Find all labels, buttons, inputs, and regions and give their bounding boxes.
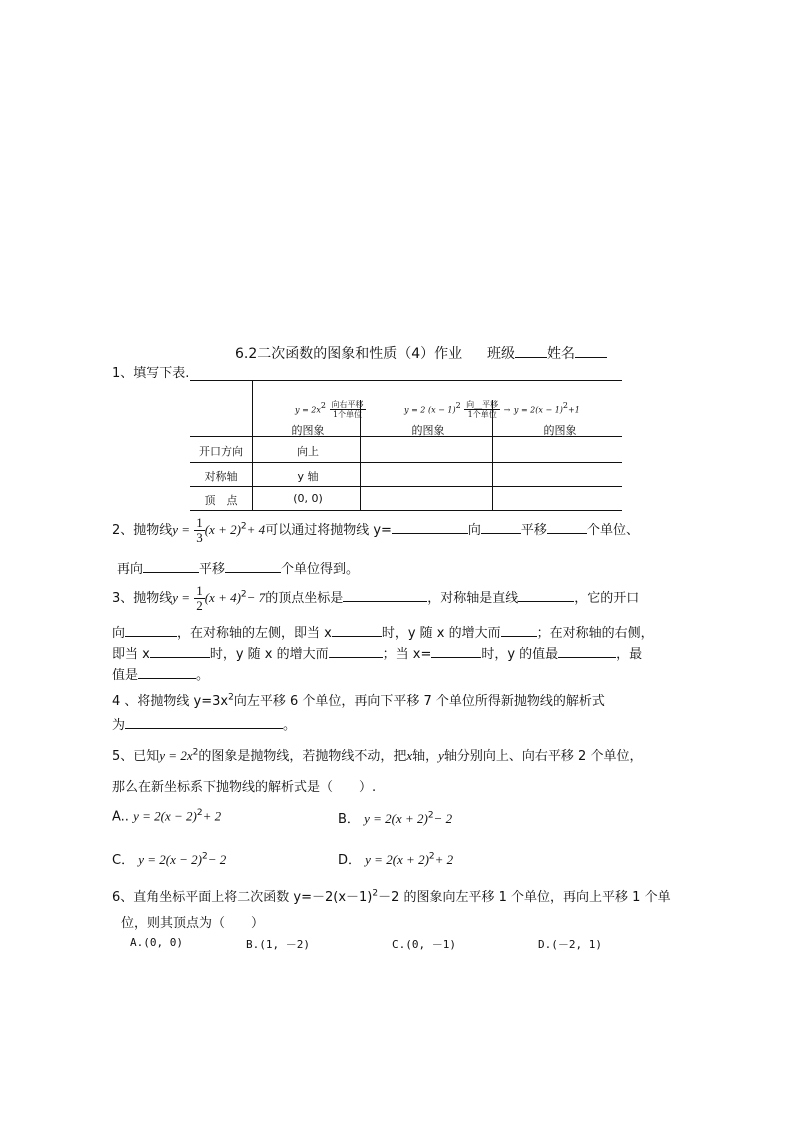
q2-blank-3[interactable] xyxy=(547,521,587,534)
q6-choice-d[interactable]: D.(－2, 1) xyxy=(538,938,602,951)
col1-caption: 的图象 xyxy=(291,424,325,437)
col2-header: y = 2 $(x - 1)^2$ $\frac{\text{向\_\_平移}}{\text{1个单位}}$ → $y = 2(x - 1)^2+1$ xyxy=(404,400,580,419)
q3-blank-10[interactable] xyxy=(138,666,196,679)
row-value-vertex: (0, 0) xyxy=(293,492,323,505)
q3-line1: 3、抛物线y = $\frac{1}{2}$ $(x + 4)^2- 7$的顶点坐标是 ，对称轴是直线 ，它的开口 xyxy=(112,583,640,613)
name-blank[interactable] xyxy=(575,345,607,358)
col1-header: $y = 2x^2$ $\frac{\text{向右平移}}{\text{1个单位}}$ xyxy=(295,400,364,419)
q5-line2: 那么在新坐标系下抛物线的解析式是（ ）. xyxy=(112,780,377,795)
col2-caption: 的图象 xyxy=(411,424,445,437)
q3-blank-5[interactable] xyxy=(501,624,537,637)
q4-line2: 为 。 xyxy=(112,718,297,733)
col3-caption: 的图象 xyxy=(543,424,577,437)
q5-choice-a[interactable]: A.. $y = 2(x - 2)^2+ 2$ xyxy=(112,808,222,825)
table-line xyxy=(190,486,622,487)
q6-line2: 位，则其顶点为（ ） xyxy=(121,916,265,931)
q3-line2: 向 ，在对称轴的左侧，即当 x 时，y 随 x 的增大而 ；在对称轴的右侧， xyxy=(112,626,654,641)
q3-blank-3[interactable] xyxy=(125,624,177,637)
q3-line3: 即当 x 时，y 随 x 的增大而 ；当 x= 时，y 的值最 ，最 xyxy=(112,647,643,662)
row-value-opening: 向上 xyxy=(297,445,319,458)
table-col-line xyxy=(252,380,253,510)
q6-choice-a[interactable]: A.(0, 0) xyxy=(130,936,183,949)
name-label: 姓名 xyxy=(547,346,575,362)
row-value-axis: y 轴 xyxy=(297,470,319,483)
worksheet-title: 6.2二次函数的图象和性质（4）作业 xyxy=(235,346,463,362)
q2-blank-4[interactable] xyxy=(143,560,199,573)
q3-blank-4[interactable] xyxy=(332,624,382,637)
q5-choice-d[interactable]: D． $y = 2(x + 2)^2+ 2$ xyxy=(338,851,454,868)
row-label-opening: 开口方向 xyxy=(199,445,243,458)
q5-line1: 5、已知$y = 2x^2$的图象是抛物线，若抛物线不动，把x轴，y轴分别向上、向右平移 2 个单位， xyxy=(112,747,643,764)
row-label-vertex: 顶 点 xyxy=(204,494,238,507)
q3-blank-8[interactable] xyxy=(431,645,481,658)
q2-line1: 2、抛物线y = $\frac{1}{3}$ $(x + 2)^2+ 4$可以通过将抛物线 y= 向 平移 个单位、 xyxy=(112,515,639,545)
q3-blank-9[interactable] xyxy=(558,645,616,658)
q5-choice-c[interactable]: C． $y = 2(x - 2)^2- 2$ xyxy=(112,851,227,868)
q4-blank[interactable] xyxy=(125,716,283,729)
q1-table xyxy=(190,380,622,510)
table-bottom-line xyxy=(190,510,622,511)
q5-choice-b[interactable]: B． $y = 2(x + 2)^2- 2$ xyxy=(338,810,453,827)
q6-choice-b[interactable]: B.(1, －2) xyxy=(246,938,310,951)
q3-blank-7[interactable] xyxy=(329,645,383,658)
q2-line2: 再向 平移 个单位得到。 xyxy=(117,562,360,577)
q6-choice-c[interactable]: C.(0, －1) xyxy=(392,938,456,951)
q2-blank-1[interactable] xyxy=(392,521,468,534)
q3-blank-2[interactable] xyxy=(518,589,574,602)
table-top-line xyxy=(190,380,622,381)
q3-blank-1[interactable] xyxy=(343,589,427,602)
q3-line4: 值是 。 xyxy=(112,668,210,683)
q2-blank-2[interactable] xyxy=(481,521,521,534)
q6-line1: 6、直角坐标平面上将二次函数 $y=-2(x-1)^2-2$ 的图象向左平移 1 个单位，再向上平移 1 个单 xyxy=(112,888,671,905)
row-label-axis: 对称轴 xyxy=(204,470,238,483)
q2-blank-5[interactable] xyxy=(225,560,281,573)
q1-intro: 1、填写下表. xyxy=(112,366,190,381)
class-label: 班级 xyxy=(487,346,515,362)
class-blank[interactable] xyxy=(515,345,547,358)
class-name-line xyxy=(487,343,607,363)
table-line xyxy=(190,462,622,463)
q4-line1: 4 、将抛物线 $y=3x^2$向左平移 6 个单位，再向下平移 7 个单位所得新抛物线的解析式 xyxy=(112,692,605,709)
q3-blank-6[interactable] xyxy=(150,645,210,658)
